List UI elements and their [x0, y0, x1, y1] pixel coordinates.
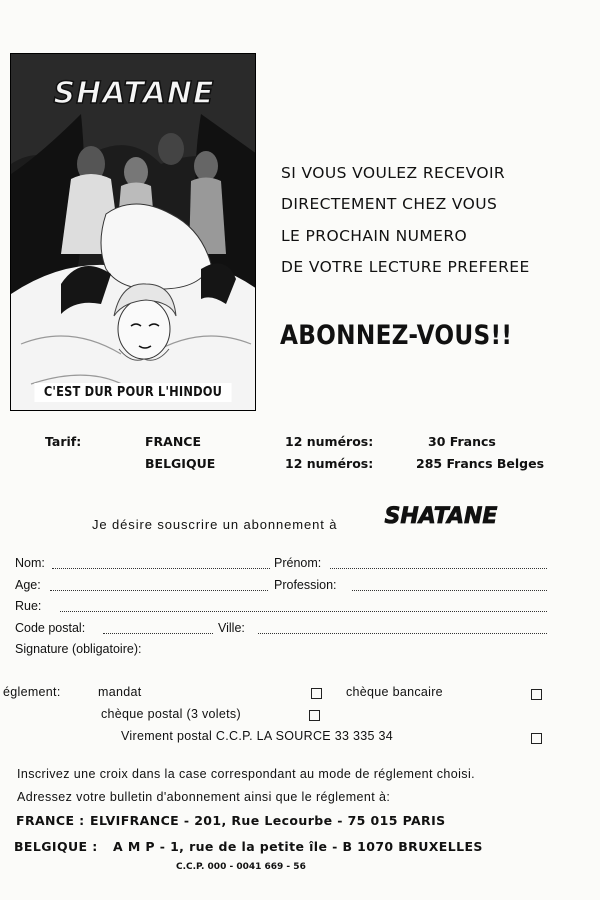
age-label: Age:: [15, 578, 41, 592]
subscribe-text: Je désire souscrire un abonnement à: [92, 517, 338, 532]
subscribe-headline: ABONNEZ-VOUS!!: [280, 320, 513, 351]
belgique-address: A M P - 1, rue de la petite île - B 1070 BRUXELLES: [113, 839, 483, 854]
cover-caption: C'EST DUR POUR L'HINDOU: [34, 383, 231, 402]
instruction-line-2: Adressez votre bulletin d'abonnement ainsi que le réglement à:: [17, 790, 391, 804]
nom-field[interactable]: [52, 568, 270, 569]
promo-line-2: DIRECTEMENT CHEZ VOUS: [281, 195, 498, 213]
tariff-country-france: FRANCE: [145, 434, 202, 449]
profession-field[interactable]: [352, 590, 547, 591]
age-field[interactable]: [50, 590, 268, 591]
ville-field[interactable]: [258, 633, 547, 634]
cheque-postal-checkbox[interactable]: [309, 710, 320, 721]
shatane-logo-icon: [376, 498, 506, 532]
promo-line-1: SI VOUS VOULEZ RECEVOIR: [281, 164, 506, 182]
cheque-bancaire-checkbox[interactable]: [531, 689, 542, 700]
belgique-label: BELGIQUE :: [14, 839, 98, 854]
mandat-checkbox[interactable]: [311, 688, 322, 699]
nom-label: Nom:: [15, 556, 45, 570]
ccp-number: C.C.P. 000 - 0041 669 - 56: [176, 862, 306, 872]
code-postal-label: Code postal:: [15, 621, 86, 635]
cheque-bancaire-label: chèque bancaire: [346, 685, 443, 699]
svg-text:SHATANE: SHATANE: [384, 504, 498, 529]
cover-logo: [29, 70, 239, 114]
svg-text:SHATANE: SHATANE: [53, 76, 215, 111]
prenom-field[interactable]: [330, 568, 547, 569]
instruction-line-1: Inscrivez une croix dans la case correspondant au mode de réglement choisi.: [17, 767, 476, 781]
code-postal-field[interactable]: [103, 633, 213, 634]
tariff-price-belgique: 285 Francs Belges: [416, 456, 545, 471]
rue-label: Rue:: [15, 599, 42, 613]
profession-label: Profession:: [274, 578, 337, 592]
rue-field[interactable]: [60, 611, 547, 612]
tariff-issues-france: 12 numéros:: [285, 434, 374, 449]
cheque-postal-label: chèque postal (3 volets): [101, 707, 241, 721]
promo-line-3: LE PROCHAIN NUMERO: [281, 227, 468, 245]
magazine-cover-illustration: [10, 53, 256, 411]
ville-label: Ville:: [218, 621, 245, 635]
signature-label: Signature (obligatoire):: [15, 642, 142, 656]
payment-label: églement:: [3, 685, 61, 699]
tariff-country-belgique: BELGIQUE: [145, 456, 216, 471]
prenom-label: Prénom:: [274, 556, 322, 570]
mandat-label: mandat: [98, 685, 142, 699]
shatane-logo-icon: [29, 70, 239, 114]
virement-label: Virement postal C.C.P. LA SOURCE 33 335 34: [121, 729, 393, 743]
tariff-price-france: 30 Francs: [428, 434, 496, 449]
promo-line-4: DE VOTRE LECTURE PREFEREE: [281, 258, 530, 276]
subscribe-logo: [376, 498, 506, 532]
tariff-label: Tarif:: [45, 434, 82, 449]
france-label: FRANCE :: [16, 813, 85, 828]
virement-checkbox[interactable]: [531, 733, 542, 744]
france-address: ELVIFRANCE - 201, Rue Lecourbe - 75 015 PARIS: [90, 813, 446, 828]
tariff-issues-belgique: 12 numéros:: [285, 456, 374, 471]
